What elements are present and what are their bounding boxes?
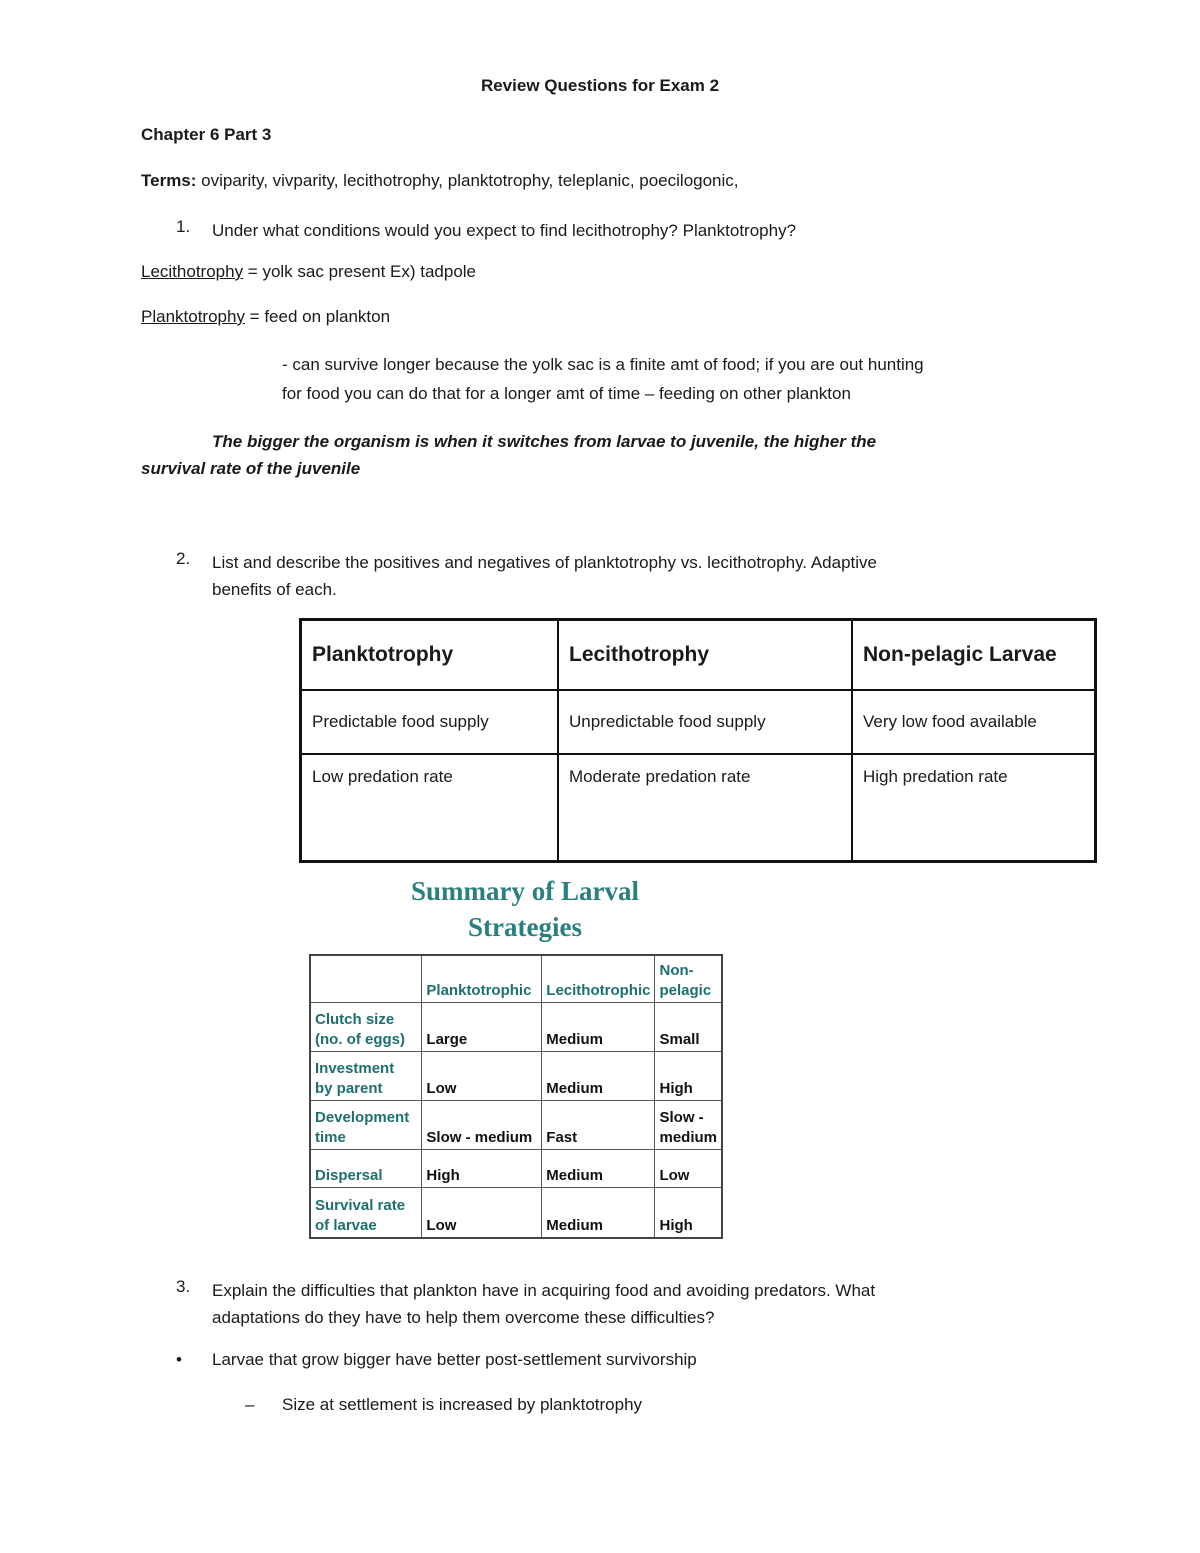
row-label-line: time [315,1128,346,1146]
summary-cell: Low [422,1187,542,1238]
summary-row [310,1100,722,1149]
summary-cell: Fast [542,1100,655,1149]
summary-cell: High [422,1149,542,1187]
note-block [282,350,924,408]
comparison-table [299,618,1097,863]
emphasis-line-1: The bigger the organism is when it switches from larvae to juvenile, the higher the [212,432,877,451]
question-number: 3. [176,1277,191,1296]
summary-cell: Small [655,1002,722,1051]
page-title: Review Questions for Exam 2 [480,76,720,95]
row-label-line: (no. of eggs) [315,1030,405,1048]
summary-corner-cell [310,955,422,1002]
question-text-line-2: benefits of each. [212,580,337,599]
row-label-line: Investment [315,1059,395,1077]
table-row [301,754,1096,862]
summary-title-line-1: Summary of Larval [411,876,639,906]
question-text [212,549,877,603]
definition-term: Lecithotrophy [141,262,244,281]
table-cell: Predictable food supply [301,690,559,754]
summary-title-line-2: Strategies [468,912,582,942]
definition-planktotrophy [141,307,390,327]
summary-row-label: Dispersal [310,1149,422,1187]
summary-row [310,1051,722,1100]
table-cell: Moderate predation rate [558,754,852,862]
row-label-line: Clutch size [315,1010,395,1028]
terms-line [141,171,739,191]
summary-row-label [310,1002,422,1051]
summary-title [380,873,670,945]
summary-cell: Medium [542,1051,655,1100]
terms-text: oviparity, vivparity, lecithotrophy, planktotrophy, teleplanic, poecilogonic, [196,171,739,190]
table-cell: Low predation rate [301,754,559,862]
summary-cell: Medium [542,1187,655,1238]
row-label-line: Survival rate [315,1197,406,1214]
summary-header-row [310,955,722,1002]
row-label-line: of larvae [315,1217,377,1234]
definition-term: Planktotrophy [141,307,245,326]
cell-line: medium [659,1128,717,1146]
summary-header-part: pelagic [659,981,712,999]
sub-bullet-text: Size at settlement is increased by planktotrophy [282,1395,643,1414]
question-text: Under what conditions would you expect to find lecithotrophy? Planktotrophy? [212,221,797,240]
definition-text: = yolk sac present Ex) tadpole [243,262,477,281]
summary-header-cell: Planktotrophic [422,955,542,1002]
summary-cell: Slow - medium [422,1100,542,1149]
table-header-cell: Non-pelagic Larvae [852,620,1096,691]
summary-row [310,1002,722,1051]
summary-row-label [310,1051,422,1100]
emphasis-line-2: survival rate of the juvenile [141,459,361,478]
summary-cell: Medium [542,1002,655,1051]
summary-header-part: Non- [659,961,694,979]
definition-lecithotrophy [141,262,476,282]
table-cell: High predation rate [852,754,1096,862]
table-header-row [301,620,1096,691]
table-header-cell: Lecithotrophy [558,620,852,691]
summary-cell: High [655,1051,722,1100]
summary-cell: Medium [542,1149,655,1187]
summary-row [310,1149,722,1187]
question-text-line-1: List and describe the positives and negatives of planktotrophy vs. lecithotrophy. Adaptive [212,553,877,572]
summary-header-cell [655,955,722,1002]
summary-row-label [310,1187,422,1238]
summary-table [309,954,723,1239]
summary-row-label [310,1100,422,1149]
bullet-mark: • [176,1350,182,1369]
table-cell: Unpredictable food supply [558,690,852,754]
summary-cell [655,1100,722,1149]
sub-bullet-mark: – [245,1395,255,1414]
cell-line: Slow - [659,1108,704,1126]
summary-row [310,1187,722,1238]
row-label-line: by parent [315,1079,383,1097]
row-label-line: Development [315,1108,410,1126]
summary-cell: High [655,1187,722,1238]
definition-text: = feed on plankton [244,307,391,326]
question-number: 2. [176,549,191,568]
note-line-2: for food you can do that for a longer amt of time – feeding on other plankton [282,384,851,403]
chapter-heading: Chapter 6 Part 3 [141,125,272,144]
table-cell: Very low food available [852,690,1096,754]
table-header-cell: Planktotrophy [301,620,559,691]
terms-label: Terms: [141,171,197,190]
note-line-1: - can survive longer because the yolk sac is a finite amt of food; if you are out hunting [282,355,924,374]
question-number: 1. [176,217,191,236]
question-text-line-2: adaptations do they have to help them overcome these difficulties? [212,1308,715,1327]
summary-cell: Low [422,1051,542,1100]
summary-header-cell: Lecithotrophic [542,955,655,1002]
question-text-line-1: Explain the difficulties that plankton have in acquiring food and avoiding predators. What [212,1281,876,1300]
summary-cell: Low [655,1149,722,1187]
question-text [212,1277,875,1331]
table-row [301,690,1096,754]
summary-cell: Large [422,1002,542,1051]
bullet-text: Larvae that grow bigger have better post-settlement survivorship [212,1350,697,1369]
